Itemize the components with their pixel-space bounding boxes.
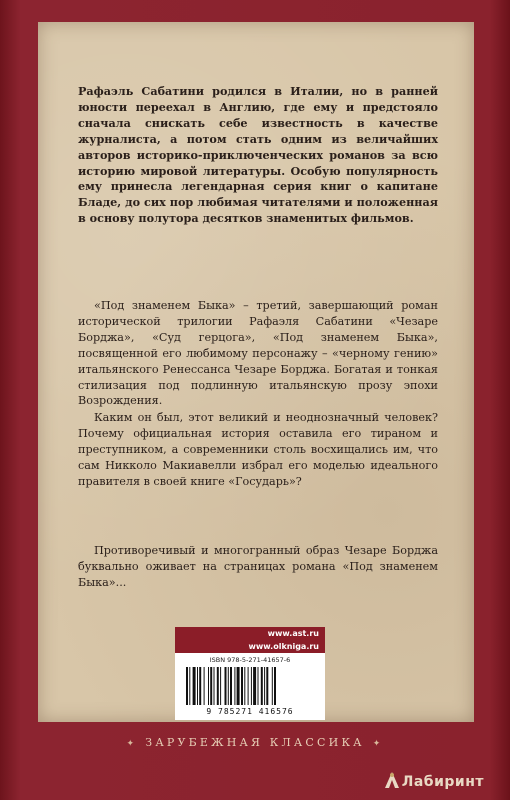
paragraph-text: «Под знаменем Быка» – третий, завершающий роман исторической трилогии Рафаэля Сабатини «Чезаре Борджа», «Суд герцога», «Под знаменем Быка», посвященной его любимому персонажу – «черному гению» итальянского Ренессанса Чезаре Борджа. Богатая и тонкая стилизация под подлинную итальянскую прозу эпохи Возрождения. [78, 299, 438, 408]
paragraph-text: Противоречивый и многогранный образ Чезаре Борджа буквально оживает на страницах романа «Под знаменем Быка»... [78, 544, 438, 589]
paragraph-book-intro [78, 298, 438, 409]
paragraph-text: Рафаэль Сабатини родился в Италии, но в ранней юности переехал в Англию, где ему и предстояло сначала снискать себе известность в качестве журналиста, а потом стать одним из величайших авторов историко-приключенческих романов за всю историю мировой литературы. Особую популярность ему принесла легендарная серия книг о капитане Бладе, до сих пор любимая читателями и положенная в основу полутора десятков знаменитых фильмов. [78, 84, 438, 226]
url-ast: www.ast.ru [267, 629, 319, 638]
series-title [0, 736, 510, 749]
paragraph-text: Каким он был, этот великий и неоднозначный человек? Почему официальная история оставила его тираном и преступником, а современники столь восхищались им, что сам Никколо Макиавелли избрал его моделью идеального правителя в своей книге «Государь»? [78, 411, 438, 488]
series-label: ЗАРУБЕЖНАЯ КЛАССИКА [145, 736, 365, 749]
paragraph-question [78, 410, 438, 490]
logo-text: Лабиринт [401, 774, 484, 790]
labirint-watermark [384, 771, 484, 790]
ornament-right-icon: ✦ [372, 739, 384, 749]
ornament-left-icon: ✦ [126, 739, 138, 749]
labirint-logo-icon [384, 771, 400, 789]
paragraph-closing [78, 543, 438, 591]
paragraph-author-bio [78, 84, 438, 227]
barcode-digits: 9 785271 416576 [206, 707, 294, 716]
publisher-urls [175, 627, 325, 653]
barcode-sticker [175, 627, 325, 720]
barcode-icon [185, 667, 315, 705]
isbn-number: ISBN 978-5-271-41657-6 [209, 656, 291, 664]
url-olkniga: www.olkniga.ru [248, 642, 319, 651]
